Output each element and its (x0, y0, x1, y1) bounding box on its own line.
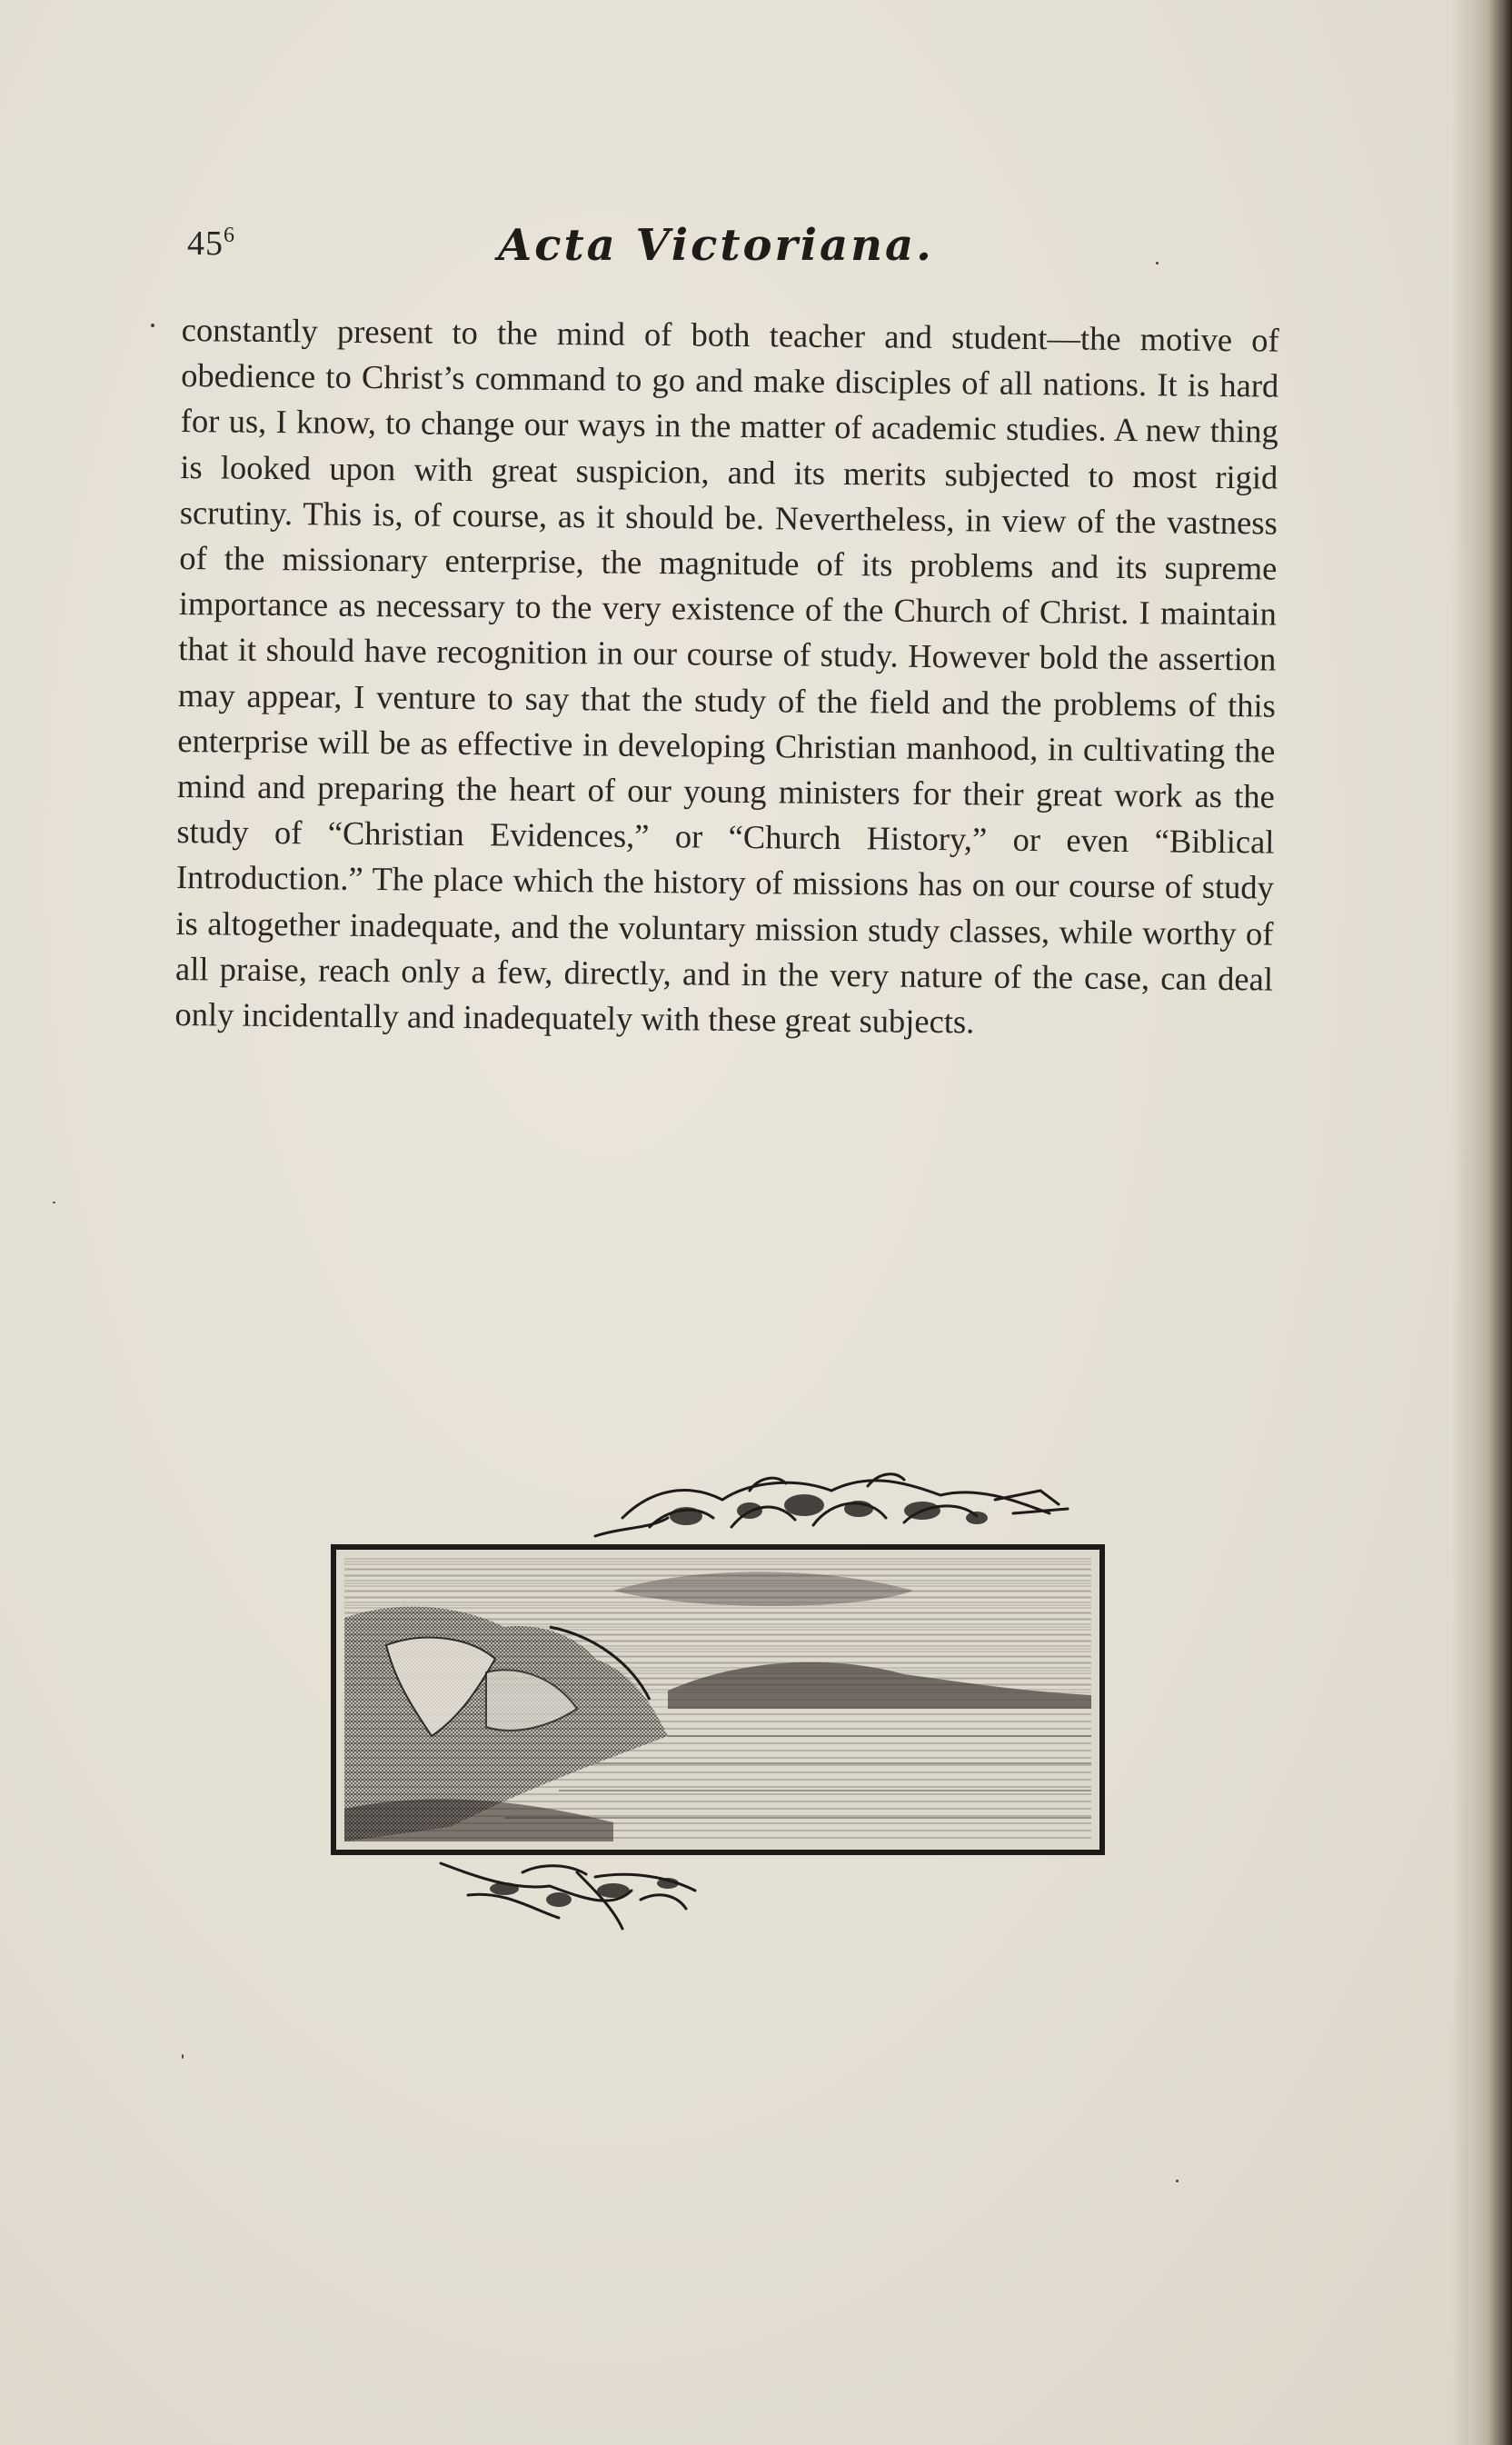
speck (151, 324, 154, 327)
running-title: Acta Victoriana. (498, 220, 934, 271)
page-number: $45^6$ (187, 224, 235, 263)
paragraph: constantly present to the mind of both teacher and student—the motive of obedience to Christ’s command to go and make disciples of all nations. It is hard for us, I know, to change our ways in the matter of academic studies. A new thing is looked upon with great suspicion, and its merits subjected to most rigid scrutiny. This is, of course, as it should be. Nevertheless, in view of the vastness of the missionary enterprise, the magnitude of its problems and its supreme importance as necessary to the very existence of the Church of Christ. I maintain that it should have recognition in our course of study. However bold the assertion may appear, I venture to say that the study of the field and the problems of this enterprise will be as effective in developing Christian manhood, in cultivating the mind and preparing the heart of our young ministers for their great work as the study of “Christian Evidences,” or “Church History,” or even “Biblical Introduction.” The place which the history of missions has on our course of study is altogether inadequate, and the voluntary mission study classes, while worthy of all praise, reach only a few, directly, and in the very nature of the case, can deal only incidentally and inadequately with these great subjects. (174, 310, 1279, 1041)
speck (1156, 262, 1159, 264)
coastal-landscape-vignette-icon (323, 1463, 1113, 1936)
speck (53, 1202, 55, 1203)
top-foliage-ornament (595, 1474, 1068, 1536)
page-gutter-shadow (1452, 0, 1468, 2445)
body-text (174, 307, 1279, 1048)
page-edge (1468, 0, 1512, 2445)
speck (182, 2054, 184, 2059)
speck (1176, 2180, 1179, 2182)
